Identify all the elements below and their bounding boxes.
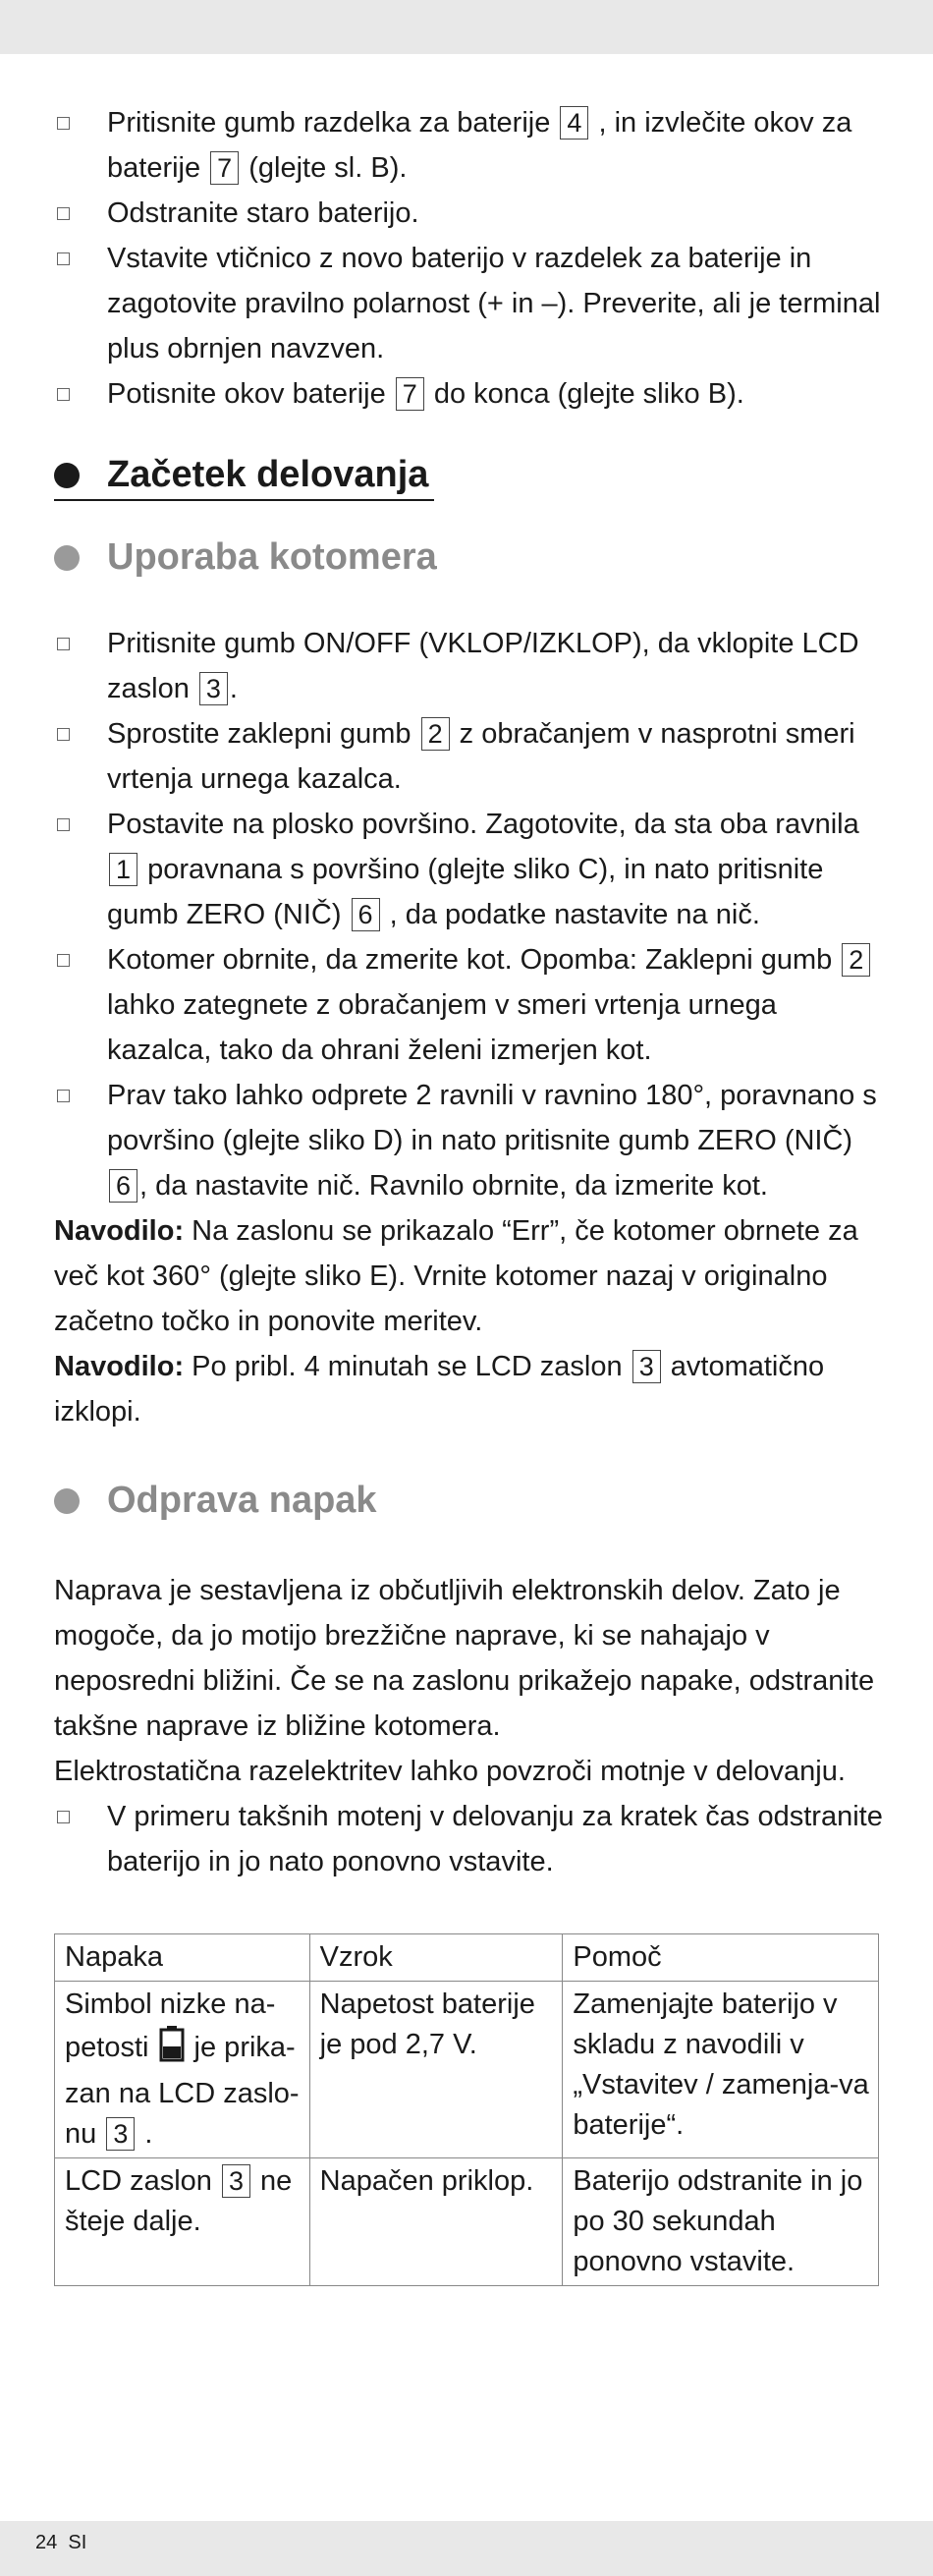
table-cell-napaka: Simbol nizke na-petosti je prika-zan na LCD zaslo-nu 3 . — [55, 1982, 310, 2158]
part-ref-box: 6 — [352, 898, 380, 931]
list-item: V primeru takšnih motenj v delovanju za kratek čas odstranite baterijo in jo nato ponovno vstavite. — [54, 1794, 884, 1884]
checkbox-bullet-icon — [57, 1811, 70, 1823]
checkbox-bullet-icon — [57, 207, 70, 220]
part-ref-box: 3 — [199, 672, 228, 705]
checkbox-bullet-icon — [57, 1090, 70, 1102]
table-row — [55, 1982, 879, 2158]
column-header: Napaka — [55, 1934, 310, 1982]
list-item: Vstavite vtičnico z novo baterijo v razdelek za baterije in zagotovite pravilno polarnost (+ in –). Preverite, ali je terminal plus obrnjen navzven. — [54, 236, 884, 371]
list-item: Kotomer obrnite, da zmerite kot. Opomba: Zaklepni gumb 2 lahko zategnete z obračanjem v smeri vrtenja urnega kazalca, tako da ohrani želeni izmerjen kot. — [54, 937, 884, 1073]
part-ref-box: 3 — [222, 2164, 250, 2198]
column-header: Pomoč — [563, 1934, 879, 1982]
checkbox-bullet-icon — [57, 954, 70, 967]
checkbox-bullet-icon — [57, 638, 70, 650]
page-number: 24 — [35, 2532, 58, 2553]
list-item: Sprostite zaklepni gumb 2 z obračanjem v nasprotni smeri vrtenja urnega kazalca. — [54, 711, 884, 802]
language-code: SI — [68, 2532, 87, 2553]
table-cell-napaka: LCD zaslon 3 ne šteje dalje. — [55, 2158, 310, 2286]
subsection-heading-troubleshooting: Odprava napak — [54, 1476, 884, 1525]
troubleshooting-paragraph-esd: Elektrostatična razelektritev lahko povzroči motnje v delovanju. — [54, 1756, 846, 1787]
part-ref-box: 2 — [842, 943, 870, 977]
usage-steps — [54, 621, 884, 1208]
troubleshooting-paragraph: Naprava je sestavljena iz občutljivih elektronskih delov. Zato je mogoče, da jo motijo brezžične naprave, ki se nahajajo v neposredni bližini. Če se na zaslonu prikažejo napake, odstranite takšne naprave iz bližine kotomera. — [54, 1575, 875, 1742]
checkbox-bullet-icon — [57, 252, 70, 265]
list-item: Pritisnite gumb razdelka za baterije 4 , in izvlečite okov za baterije 7 (glejte sl. B). — [54, 100, 884, 191]
bullet-dot-icon — [54, 1488, 80, 1514]
column-header: Vzrok — [309, 1934, 563, 1982]
part-ref-box: 3 — [632, 1350, 661, 1383]
bullet-dot-icon — [54, 463, 80, 488]
table-cell-pomoc: Baterijo odstranite in jo po 30 sekundah ponovno vstavite. — [563, 2158, 879, 2286]
note-auto-off: Navodilo: Po pribl. 4 minutah se LCD zaslon 3 avtomatično izklopi. — [54, 1351, 825, 1428]
part-ref-box: 6 — [109, 1169, 137, 1203]
part-ref-box: 7 — [210, 151, 239, 185]
page-footer — [35, 2528, 86, 2557]
table-cell-vzrok: Napetost baterije je pod 2,7 V. — [309, 1982, 563, 2158]
table-cell-pomoc: Zamenjajte baterijo v skladu z navodili v „Vstavitev / zamenja-va baterije“. — [563, 1982, 879, 2158]
checkbox-bullet-icon — [57, 818, 70, 831]
part-ref-box: 3 — [106, 2117, 135, 2151]
list-item: Postavite na plosko površino. Zagotovite, da sta oba ravnila 1 poravnana s površino (glejte sliko C), in nato pritisnite gumb ZERO (NIČ) 6 , da podatke nastavite na nič. — [54, 802, 884, 937]
checkbox-bullet-icon — [57, 117, 70, 130]
list-item: Prav tako lahko odprete 2 ravnili v ravnino 180°, poravnano s površino (glejte sliko D) in nato pritisnite gumb ZERO (NIČ) 6 , da nastavite nič. Ravnilo obrnite, da izmerite kot. — [54, 1073, 884, 1208]
low-battery-icon — [159, 2025, 185, 2074]
battery-steps — [54, 100, 884, 417]
list-item: Odstranite staro baterijo. — [54, 191, 884, 236]
table-row — [55, 2158, 879, 2286]
part-ref-box: 1 — [109, 853, 137, 886]
subsection-heading-usage: Uporaba kotomera — [54, 532, 884, 582]
checkbox-bullet-icon — [57, 728, 70, 741]
table-header-row — [55, 1934, 879, 1982]
checkbox-bullet-icon — [57, 388, 70, 401]
top-band — [0, 0, 933, 54]
part-ref-box: 2 — [421, 717, 450, 751]
note-err: Navodilo: Na zaslonu se prikazalo “Err”, če kotomer obrnete za več kot 360° (glejte sliko E). Vrnite kotomer nazaj v originalno začetno točko in ponovite meritev. — [54, 1215, 858, 1337]
page-content — [54, 100, 884, 2286]
troubleshooting-steps — [54, 1794, 884, 1884]
table-cell-vzrok: Napačen priklop. — [309, 2158, 563, 2286]
section-heading: Začetek delovanja — [54, 450, 434, 501]
part-ref-box: 7 — [396, 377, 424, 411]
error-table — [54, 1933, 879, 2286]
part-ref-box: 4 — [560, 106, 588, 140]
list-item: Potisnite okov baterije 7 do konca (glejte sliko B). — [54, 371, 884, 417]
list-item: Pritisnite gumb ON/OFF (VKLOP/IZKLOP), da vklopite LCD zaslon 3 . — [54, 621, 884, 711]
bullet-dot-icon — [54, 545, 80, 571]
footer-band — [0, 2521, 933, 2576]
